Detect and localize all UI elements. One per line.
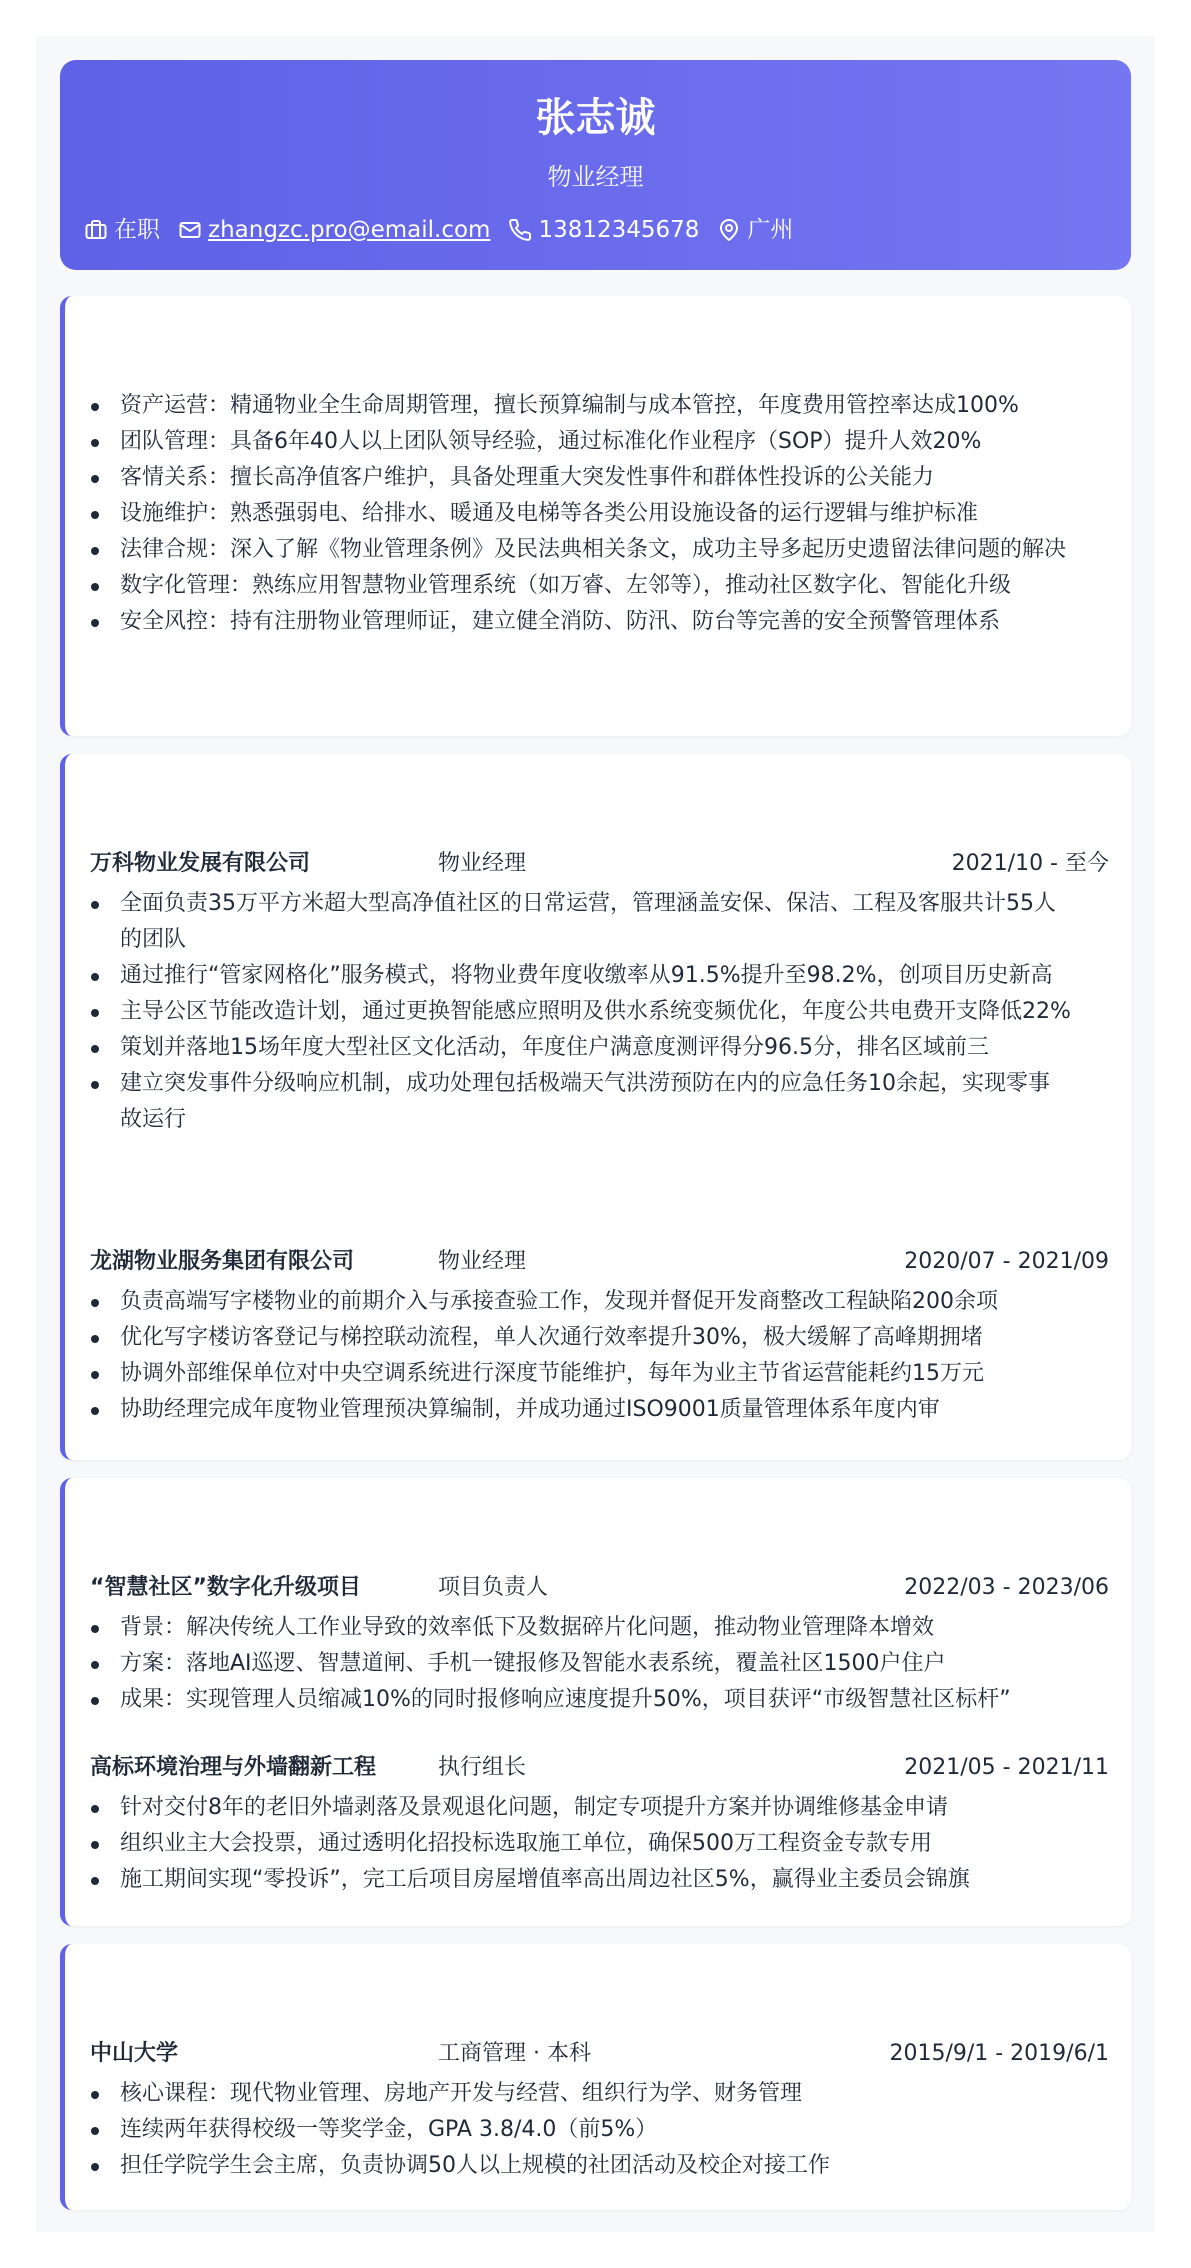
experience-entry	[65, 846, 1131, 1138]
list-item: 团队管理：具备6年40人以上团队领导经验，通过标准化作业程序（SOP）提升人效20%	[65, 424, 1131, 460]
list-item: 数字化管理：熟练应用智慧物业管理系统（如万睿、左邻等），推动社区数字化、智能化升级	[65, 568, 1131, 604]
list-item: 法律合规：深入了解《物业管理条例》及民法典相关条文，成功主导多起历史遗留法律问题的解决	[65, 532, 1131, 568]
list-item: 针对交付8年的老旧外墙剥落及景观退化问题，制定专项提升方案并协调维修基金申请	[65, 1790, 1131, 1826]
list-item: 连续两年获得校级一等奖学金，GPA 3.8/4.0（前5%）	[65, 2112, 1131, 2148]
list-item: 协助经理完成年度物业管理预决算编制，并成功通过ISO9001质量管理体系年度内审	[65, 1392, 1131, 1428]
project-role: 项目负责人	[438, 1575, 549, 1600]
project-name: “智慧社区”数字化升级项目	[90, 1575, 361, 1600]
position: 物业经理	[438, 1249, 527, 1274]
status-contact	[84, 213, 160, 247]
list-item: 策划并落地15场年度大型社区文化活动，年度住户满意度测评得分96.5分，排名区域前三	[65, 1030, 1131, 1066]
list-item: 通过推行“管家网格化”服务模式，将物业费年度收缴率从91.5%提升至98.2%，创项目历史新高	[65, 958, 1131, 994]
list-item: 担任学院学生会主席，负责协调50人以上规模的社团活动及校企对接工作	[65, 2148, 1131, 2184]
projects-section	[60, 1478, 1131, 1926]
project-entry	[65, 1570, 1131, 1718]
degree: 工商管理 · 本科	[438, 2041, 591, 2066]
date-range: 2022/03 - 2023/06	[904, 1575, 1109, 1600]
list-item: 主导公区节能改造计划，通过更换智能感应照明及供水系统变频优化，年度公共电费开支降低22%	[65, 994, 1131, 1030]
education-details	[65, 2076, 1131, 2184]
phone-icon	[508, 218, 532, 242]
list-item: 资产运营：精通物业全生命周期管理，擅长预算编制与成本管控，年度费用管控率达成100%	[65, 388, 1131, 424]
duty-list	[65, 886, 1131, 1138]
education-section	[60, 1944, 1131, 2210]
experience-entry	[65, 1244, 1131, 1428]
company-name: 万科物业发展有限公司	[90, 851, 311, 876]
duty-list	[65, 1284, 1131, 1428]
list-item: 安全风控：持有注册物业管理师证，建立健全消防、防汛、防台等完善的安全预警管理体系	[65, 604, 1131, 640]
list-item: 核心课程：现代物业管理、房地产开发与经营、组织行为学、财务管理	[65, 2076, 1131, 2112]
list-item: 全面负责35万平方米超大型高净值社区的日常运营，管理涵盖安保、保洁、工程及客服共计55人的团队	[65, 886, 1131, 958]
list-item: 负责高端写字楼物业的前期介入与承接查验工作，发现并督促开发商整改工程缺陷200余项	[65, 1284, 1131, 1320]
list-item: 客情关系：擅长高净值客户维护，具备处理重大突发性事件和群体性投诉的公关能力	[65, 460, 1131, 496]
location-pin-icon	[717, 218, 741, 242]
date-range: 2015/9/1 - 2019/6/1	[889, 2041, 1109, 2066]
project-details	[65, 1610, 1131, 1718]
position: 物业经理	[438, 851, 527, 876]
list-item: 组织业主大会投票，通过透明化招投标选取施工单位，确保500万工程资金专款专用	[65, 1826, 1131, 1862]
project-role: 执行组长	[438, 1755, 527, 1780]
list-item: 协调外部维保单位对中央空调系统进行深度节能维护，每年为业主节省运营能耗约15万元	[65, 1356, 1131, 1392]
email-contact	[178, 213, 490, 247]
candidate-name: 张志诚	[535, 95, 656, 141]
resume-page	[36, 36, 1155, 2232]
date-range: 2020/07 - 2021/09	[904, 1249, 1109, 1274]
city: 广州	[747, 217, 794, 243]
job-title: 物业经理	[547, 163, 644, 191]
list-item: 设施维护：熟悉强弱电、给排水、暖通及电梯等各类公用设施设备的运行逻辑与维护标准	[65, 496, 1131, 532]
list-item: 优化写字楼访客登记与梯控联动流程，单人次通行效率提升30%，极大缓解了高峰期拥堵	[65, 1320, 1131, 1356]
mail-icon	[178, 218, 202, 242]
entry-header	[65, 846, 1131, 882]
phone-contact	[508, 213, 699, 247]
entry-header	[65, 1244, 1131, 1280]
contact-row	[84, 213, 811, 247]
resume-header	[60, 60, 1131, 270]
project-entry	[65, 1750, 1131, 1898]
entry-header	[65, 1750, 1131, 1786]
city-contact	[717, 213, 793, 247]
education-entry	[65, 2036, 1131, 2184]
briefcase-icon	[84, 218, 108, 242]
email-link[interactable]: zhangzc.pro@email.com	[208, 217, 491, 243]
list-item: 施工期间实现“零投诉”，完工后项目房屋增值率高出周边社区5%，赢得业主委员会锦旗	[65, 1862, 1131, 1898]
employment-status: 在职	[114, 217, 160, 243]
school-name: 中山大学	[90, 2041, 179, 2066]
skills-list	[65, 388, 1131, 640]
entry-header	[65, 1570, 1131, 1606]
experience-section	[60, 754, 1131, 1460]
project-details	[65, 1790, 1131, 1898]
skills-section	[60, 296, 1131, 736]
list-item: 方案：落地AI巡逻、智慧道闸、手机一键报修及智能水表系统，覆盖社区1500户住户	[65, 1646, 1131, 1682]
list-item: 背景：解决传统人工作业导致的效率低下及数据碎片化问题，推动物业管理降本增效	[65, 1610, 1131, 1646]
date-range: 2021/05 - 2021/11	[904, 1755, 1109, 1780]
entry-header	[65, 2036, 1131, 2072]
company-name: 龙湖物业服务集团有限公司	[90, 1249, 355, 1274]
list-item: 成果：实现管理人员缩减10%的同时报修响应速度提升50%，项目获评“市级智慧社区标杆”	[65, 1682, 1131, 1718]
project-name: 高标环境治理与外墙翻新工程	[90, 1755, 377, 1780]
phone-number: 13812345678	[538, 217, 700, 243]
date-range: 2021/10 - 至今	[951, 851, 1109, 876]
list-item: 建立突发事件分级响应机制，成功处理包括极端天气洪涝预防在内的应急任务10余起，实现零事故运行	[65, 1066, 1131, 1138]
